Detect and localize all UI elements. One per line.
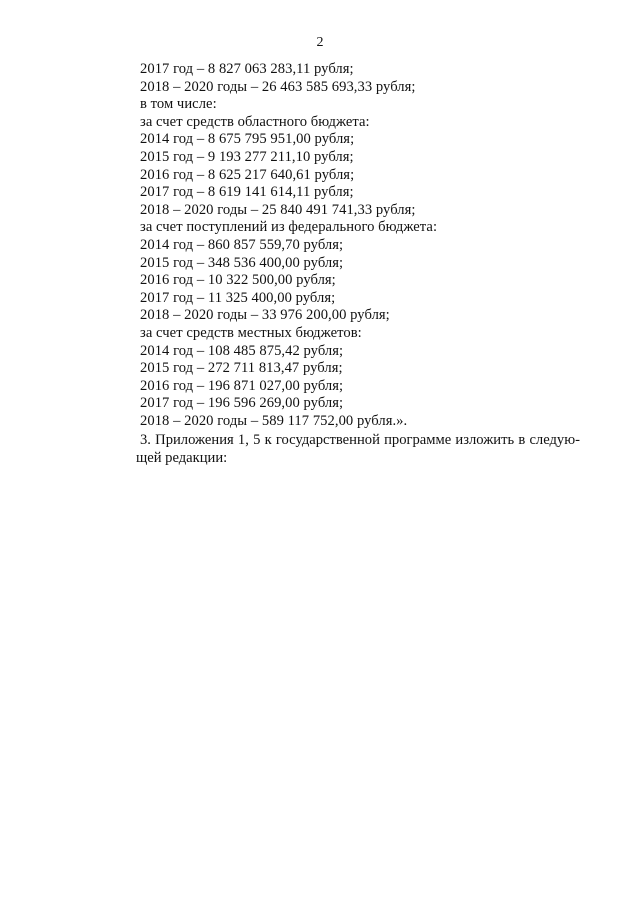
list-line: за счет поступлений из федерального бюджета: <box>140 219 438 236</box>
word: 1, <box>237 432 249 448</box>
list-line: 2014 год – 860 857 559,70 рубля; <box>140 236 344 253</box>
list-line: 2017 год – 8 619 141 614,11 рубля; <box>140 184 354 201</box>
paragraph-line-2: щей редакции: <box>136 449 228 466</box>
list-line: 2015 год – 9 193 277 211,10 рубля; <box>140 148 354 165</box>
word: в <box>518 432 526 448</box>
word: 3. <box>140 432 151 448</box>
list-line: за счет средств областного бюджета: <box>140 113 370 130</box>
list-line: 2017 год – 8 827 063 283,11 рубля; <box>140 61 354 77</box>
word: к <box>264 432 272 448</box>
list-line: 2018 – 2020 годы – 589 117 752,00 рубля.». <box>140 412 408 429</box>
list-line: 2016 год – 8 625 217 640,61 рубля; <box>140 166 355 183</box>
word: 5 <box>253 432 261 448</box>
word: изложить <box>455 432 515 448</box>
list-line: 2018 – 2020 годы – 33 976 200,00 рубля; <box>140 307 390 324</box>
funding-list <box>140 61 580 430</box>
list-line: 2016 год – 196 871 027,00 рубля; <box>140 377 344 394</box>
list-line: 2017 год – 11 325 400,00 рубля; <box>140 289 336 306</box>
list-line: 2016 год – 10 322 500,00 рубля; <box>140 272 336 289</box>
word: следую- <box>529 432 580 448</box>
list-line: 2018 – 2020 годы – 25 840 491 741,33 рубля; <box>140 201 416 218</box>
list-line: 2014 год – 108 485 875,42 рубля; <box>140 342 344 359</box>
list-line: 2018 – 2020 годы – 26 463 585 693,33 рубля; <box>140 78 416 95</box>
list-line: 2014 год – 8 675 795 951,00 рубля; <box>140 131 355 148</box>
page-number: 2 <box>316 35 324 50</box>
justified-words <box>140 432 580 450</box>
list-line: в том числе: <box>140 96 217 113</box>
word: государственной <box>275 432 380 448</box>
word: программе <box>384 432 452 448</box>
paragraph-line-1 <box>140 432 580 450</box>
list-line: 2015 год – 272 711 813,47 рубля; <box>140 360 343 377</box>
list-line: 2017 год – 196 596 269,00 рубля; <box>140 395 344 412</box>
word: Приложения <box>155 432 234 448</box>
list-line: 2015 год – 348 536 400,00 рубля; <box>140 254 344 271</box>
list-line: за счет средств местных бюджетов: <box>140 324 362 341</box>
